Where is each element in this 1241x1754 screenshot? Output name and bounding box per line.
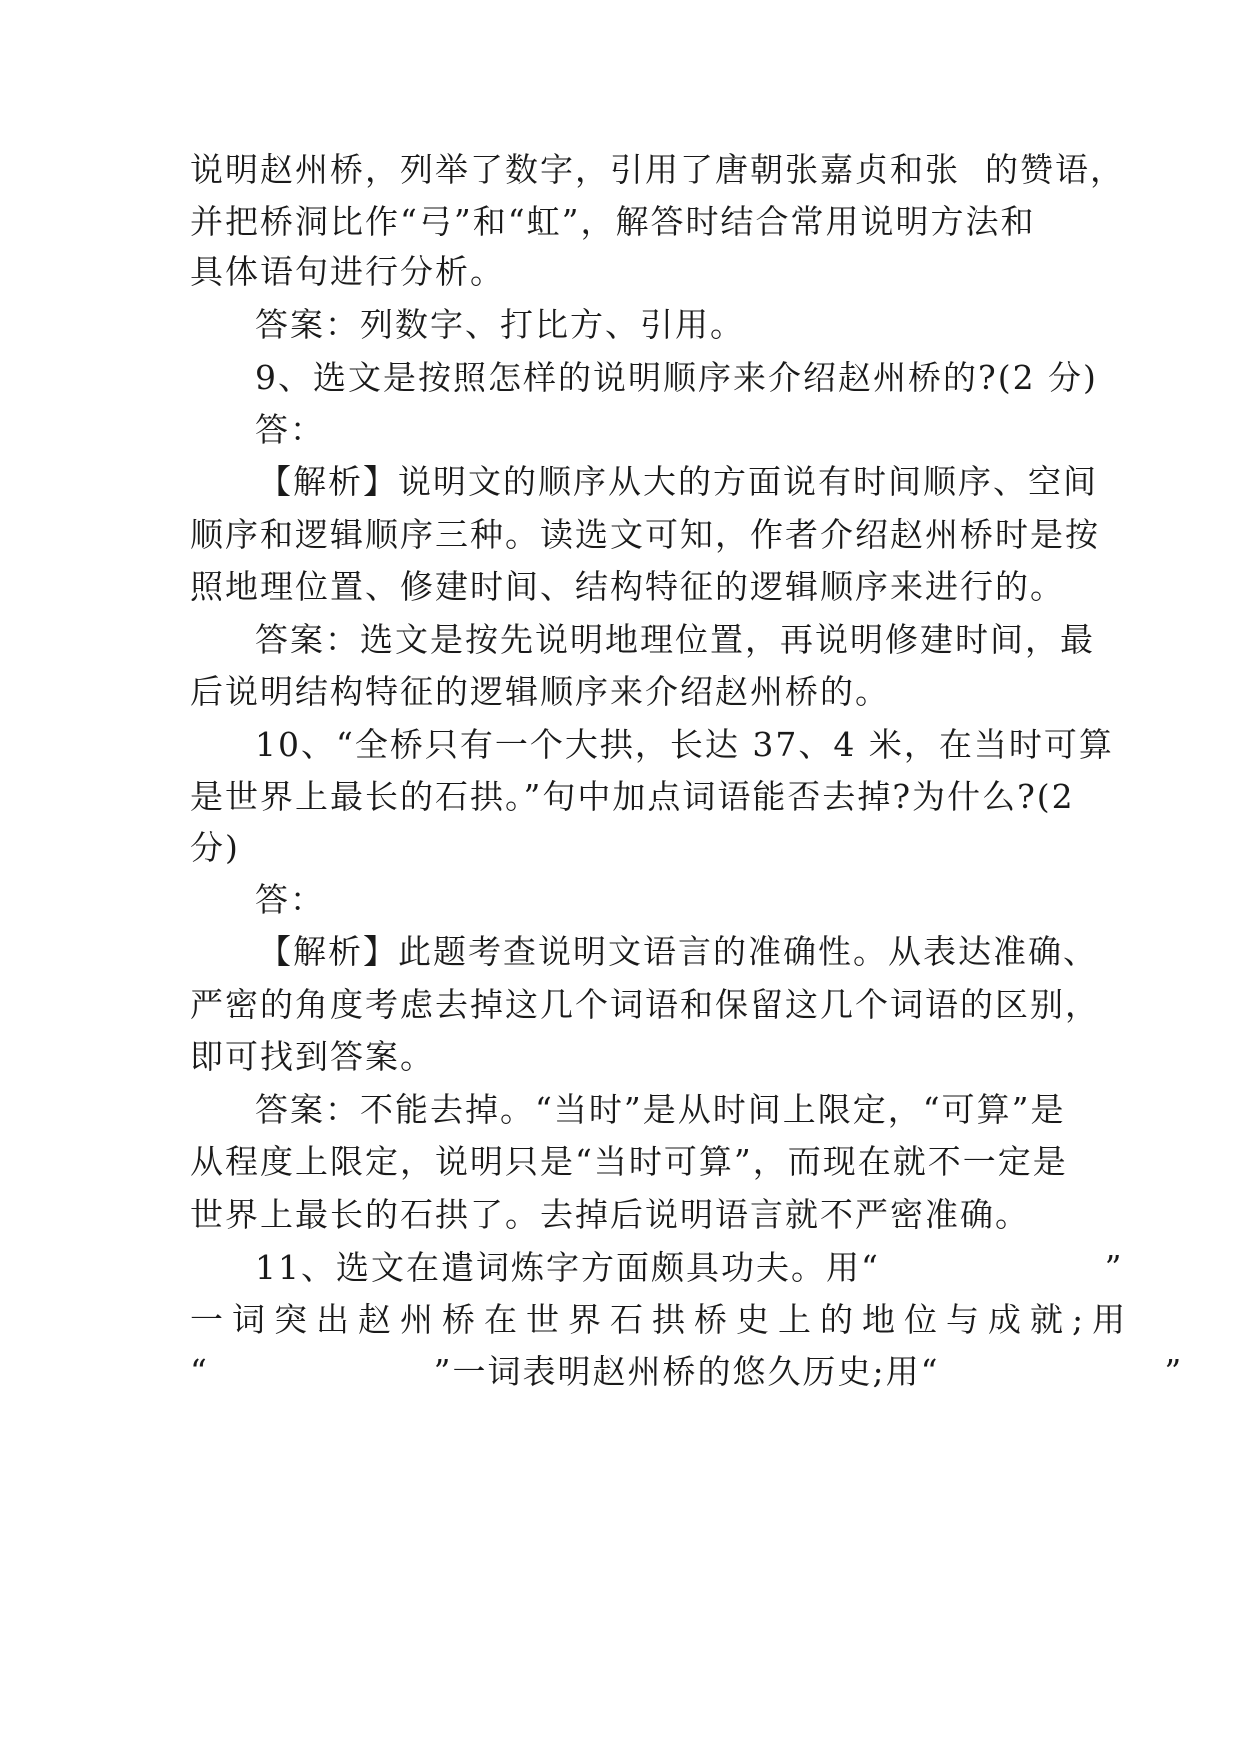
question-11: 11、选文在遣词炼字方面颇具功夫。用“ ” [255, 1248, 1124, 1287]
question-9: 9、选文是按照怎样的说明顺序来介绍赵州桥的?(2 分) [255, 358, 1098, 397]
text-line: 具体语句进行分析。 [190, 252, 505, 291]
answer-line: 答案：不能去掉。“当时”是从时间上限定，“可算”是 [255, 1090, 1066, 1129]
text-line: 照地理位置、修建时间、结构特征的逻辑顺序来进行的。 [190, 567, 1065, 606]
answer-line: 答案：选文是按先说明地理位置，再说明修建时间，最 [255, 620, 1095, 659]
answer-label: 答： [255, 410, 325, 449]
text-line: 世界上最长的石拱了。去掉后说明语言就不严密准确。 [190, 1195, 1030, 1234]
text-line: 说明赵州桥，列举了数字，引用了唐朝张嘉贞和张 的赞语， [190, 150, 1125, 189]
analysis-line: 【解析】说明文的顺序从大的方面说有时间顺序、空间 [258, 462, 1098, 501]
text-line: 从程度上限定，说明只是“当时可算”，而现在就不一定是 [190, 1142, 1068, 1181]
text-line: 严密的角度考虑去掉这几个词语和保留这几个词语的区别， [190, 985, 1100, 1024]
text-line: 后说明结构特征的逻辑顺序来介绍赵州桥的。 [190, 672, 890, 711]
text-line: “ ”一词表明赵州桥的悠久历史;用“ ” [190, 1352, 1184, 1391]
text-line: 是世界上最长的石拱。”句中加点词语能否去掉?为什么?(2 [190, 777, 1075, 816]
answer-label: 答： [255, 880, 325, 919]
answer-line: 答案：列数字、打比方、引用。 [255, 305, 745, 344]
analysis-line: 【解析】此题考查说明文语言的准确性。从表达准确、 [258, 932, 1098, 971]
text-line: 一词突出赵州桥在世界石拱桥史上的地位与成就;用 [190, 1300, 1135, 1339]
question-10: 10、“全桥只有一个大拱，长达 37、4 米，在当时可算 [255, 725, 1114, 764]
text-line: 即可找到答案。 [190, 1037, 435, 1076]
text-line: 分) [190, 828, 240, 867]
text-line: 并把桥洞比作“弓”和“虹”，解答时结合常用说明方法和 [190, 202, 1036, 241]
text-line: 顺序和逻辑顺序三种。读选文可知，作者介绍赵州桥时是按 [190, 515, 1100, 554]
